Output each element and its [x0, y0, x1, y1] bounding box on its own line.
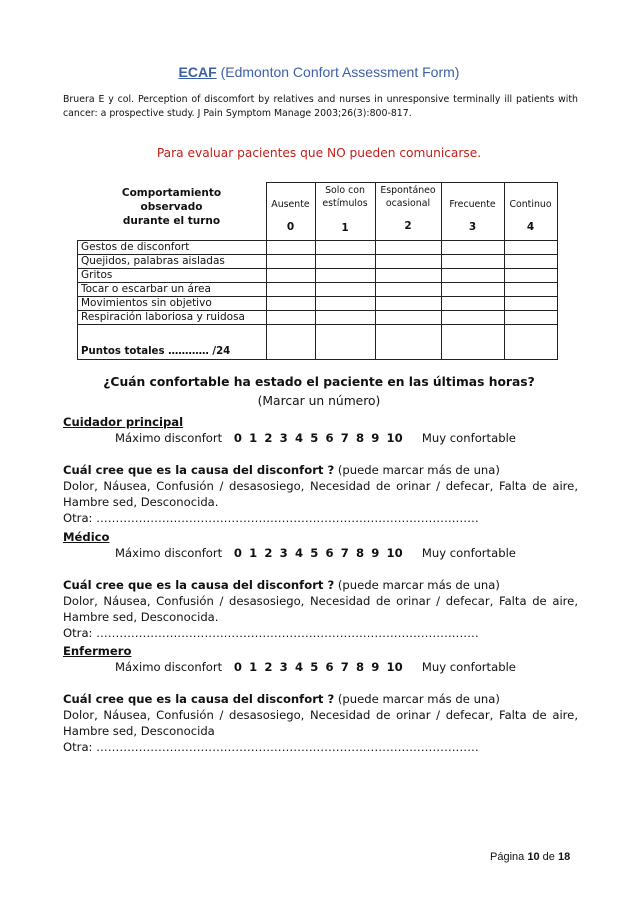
scale-number[interactable]: 0 [233, 660, 242, 674]
col-header-espontaneo-ocasional [375, 183, 441, 241]
scoring-table [77, 182, 558, 360]
score-cell[interactable] [315, 310, 375, 324]
scale-numbers [234, 660, 414, 674]
score-cell[interactable] [375, 254, 441, 268]
scale-number[interactable]: 1 [249, 431, 258, 445]
score-cell[interactable] [504, 254, 557, 268]
score-cell[interactable] [375, 310, 441, 324]
score-cell[interactable] [504, 268, 557, 282]
col-header-frecuente [441, 183, 504, 241]
score-cell[interactable] [266, 254, 315, 268]
table-row [78, 268, 558, 282]
score-cell[interactable] [315, 240, 375, 254]
scale-max-label: Muy confortable [421, 431, 516, 445]
total-row [78, 324, 558, 359]
citation: Bruera E y col. Perception of discomfort by relatives and nurses in unresponsive terminally ill patients with cancer: a prospective study. J Pain Symptom Manage 2003;26(3):800-817. [63, 94, 578, 119]
scale-number[interactable]: 4 [294, 660, 304, 674]
scale-number[interactable]: 5 [310, 431, 319, 445]
cause-question [63, 577, 578, 593]
scale-number[interactable]: 10 [386, 660, 403, 674]
scale-number[interactable]: 3 [279, 431, 288, 445]
scale-number[interactable]: 2 [264, 660, 273, 674]
score-cell[interactable] [375, 240, 441, 254]
footer-total: 18 [557, 851, 571, 863]
section-role: Médico [63, 530, 110, 544]
score-cell[interactable] [266, 310, 315, 324]
cause-options: Dolor, Náusea, Confusión / desasosiego, Necesidad de orinar / defecar, Falta de aire, Hambre sed, Desconocida. [63, 479, 578, 509]
scale-number[interactable]: 1 [249, 546, 258, 560]
section-cuidador [63, 414, 578, 526]
total-label: Puntos totales ………… /24 [78, 324, 267, 359]
scale-number[interactable]: 7 [340, 431, 349, 445]
question-instruction: (Marcar un número) [257, 394, 381, 408]
score-cell[interactable] [375, 268, 441, 282]
cause-hint: (puede marcar más de una) [337, 578, 500, 592]
scale-number[interactable]: 8 [356, 546, 365, 560]
score-cell[interactable] [315, 282, 375, 296]
score-cell[interactable] [441, 268, 504, 282]
scale-number[interactable]: 7 [340, 546, 349, 560]
scale-number[interactable]: 3 [279, 546, 288, 560]
col-header-ausente [266, 183, 315, 241]
col-header-solo-con-estimulos [315, 183, 375, 241]
score-cell[interactable] [266, 240, 315, 254]
scale-number[interactable]: 8 [356, 431, 365, 445]
footer-prefix: Página [490, 851, 525, 863]
other-field[interactable]: Otra: ……………………………………………………………………………………… [63, 626, 479, 640]
scale-number[interactable]: 0 [233, 546, 242, 560]
score-cell[interactable] [266, 296, 315, 310]
title-abbr: ECAF [178, 64, 217, 80]
total-cell[interactable] [315, 324, 375, 359]
total-cell[interactable] [266, 324, 315, 359]
cause-options: Dolor, Náusea, Confusión / desasosiego, Necesidad de orinar / defecar, Falta de aire, Hambre sed, Desconocida [63, 708, 578, 738]
score-cell[interactable] [441, 240, 504, 254]
subtitle: Para evaluar pacientes que NO pueden comunicarse. [156, 146, 482, 160]
behavior-label: Tocar o escarbar un área [78, 282, 267, 296]
score-cell[interactable] [441, 254, 504, 268]
scale-number[interactable]: 4 [294, 431, 304, 445]
comfort-scale [63, 545, 578, 561]
col-header-continuo [504, 183, 557, 241]
scale-numbers [234, 546, 414, 560]
section-medico [63, 529, 578, 641]
col-label: Frecuente [449, 199, 496, 210]
col-score: 0 [286, 220, 295, 233]
col-score: 1 [341, 222, 349, 234]
scale-number[interactable]: 1 [249, 660, 258, 674]
col-label: Solo con [325, 185, 365, 196]
scale-number[interactable]: 6 [325, 660, 334, 674]
scale-number[interactable]: 5 [310, 660, 319, 674]
total-cell[interactable] [441, 324, 504, 359]
score-cell[interactable] [441, 282, 504, 296]
table-row [78, 296, 558, 310]
score-cell[interactable] [504, 282, 557, 296]
score-cell[interactable] [441, 310, 504, 324]
col-label: ocasional [385, 197, 431, 209]
footer-page: 10 [527, 851, 540, 863]
behavior-header-line: observado [140, 200, 203, 213]
score-cell[interactable] [315, 268, 375, 282]
scale-number[interactable]: 0 [233, 431, 242, 445]
behavior-label: Quejidos, palabras aisladas [78, 254, 267, 268]
question-text: ¿Cuán confortable ha estado el paciente en las últimas horas? [103, 375, 535, 389]
section-role: Cuidador principal [63, 415, 184, 429]
comfort-scale [63, 659, 578, 675]
section-role: Enfermero [63, 644, 132, 658]
behavior-label: Gritos [78, 268, 267, 282]
scale-number[interactable]: 9 [371, 546, 380, 560]
scale-number[interactable]: 6 [325, 431, 334, 445]
behavior-label: Movimientos sin objetivo [78, 296, 267, 310]
cause-hint: (puede marcar más de una) [337, 463, 500, 477]
cause-question-text: Cuál cree que es la causa del disconfort ? [63, 463, 335, 477]
cause-question [63, 462, 578, 478]
col-score: 2 [404, 220, 412, 232]
other-field[interactable]: Otra: ……………………………………………………………………………………… [63, 511, 479, 525]
table-header-row [78, 183, 558, 241]
scale-min-label: Máximo disconfort [115, 431, 223, 445]
behavior-header-line: Comportamiento [121, 186, 222, 199]
scale-number[interactable]: 9 [371, 660, 380, 674]
scale-number[interactable]: 4 [294, 546, 304, 560]
score-cell[interactable] [315, 254, 375, 268]
score-cell[interactable] [441, 296, 504, 310]
cause-question-text: Cuál cree que es la causa del disconfort ? [63, 692, 335, 706]
col-score: 3 [468, 220, 477, 233]
cause-question-text: Cuál cree que es la causa del disconfort ? [63, 578, 335, 592]
score-cell[interactable] [375, 296, 441, 310]
title-full: (Edmonton Confort Assessment Form) [220, 64, 460, 80]
score-cell[interactable] [504, 296, 557, 310]
comfort-scale [63, 430, 578, 446]
scale-number[interactable]: 9 [371, 431, 380, 445]
other-field[interactable]: Otra: ……………………………………………………………………………………… [63, 740, 479, 754]
scale-number[interactable]: 10 [386, 431, 403, 445]
scale-number[interactable]: 2 [264, 431, 273, 445]
behavior-label: Gestos de disconfort [78, 240, 267, 254]
scale-number[interactable]: 3 [279, 660, 288, 674]
score-cell[interactable] [266, 268, 315, 282]
scale-number[interactable]: 6 [325, 546, 334, 560]
behavior-header-line: durante el turno [122, 214, 221, 227]
behavior-header [78, 183, 267, 241]
scale-number[interactable]: 7 [340, 660, 349, 674]
scale-number[interactable]: 8 [356, 660, 365, 674]
scale-max-label: Muy confortable [421, 660, 516, 674]
total-cell[interactable] [504, 324, 557, 359]
table-row [78, 240, 558, 254]
scale-number[interactable]: 2 [264, 546, 273, 560]
section-enfermero [63, 643, 578, 755]
table-row [78, 310, 558, 324]
footer-sep: de [542, 851, 555, 863]
scale-number[interactable]: 10 [386, 546, 403, 560]
total-cell[interactable] [375, 324, 441, 359]
col-score: 4 [526, 220, 535, 233]
col-label: Continuo [509, 199, 552, 210]
col-label: Espontáneo [380, 185, 436, 196]
score-cell[interactable] [315, 296, 375, 310]
col-label: Ausente [271, 199, 310, 210]
scale-number[interactable]: 5 [310, 546, 319, 560]
col-label: estímulos [322, 197, 368, 209]
behavior-label: Respiración laboriosa y ruidosa [78, 310, 267, 324]
score-cell[interactable] [375, 282, 441, 296]
cause-hint: (puede marcar más de una) [337, 692, 500, 706]
score-cell[interactable] [266, 282, 315, 296]
scale-numbers [234, 431, 414, 445]
cause-options: Dolor, Náusea, Confusión / desasosiego, Necesidad de orinar / defecar, Falta de aire, Hambre sed, Desconocida. [63, 594, 578, 624]
scale-min-label: Máximo disconfort [115, 660, 223, 674]
comfort-question [0, 373, 638, 411]
cause-question [63, 691, 578, 707]
table-row [78, 282, 558, 296]
scale-min-label: Máximo disconfort [115, 546, 223, 560]
table-row [78, 254, 558, 268]
document-title [0, 64, 638, 80]
scale-max-label: Muy confortable [421, 546, 516, 560]
score-cell[interactable] [504, 240, 557, 254]
score-cell[interactable] [504, 310, 557, 324]
page-footer [490, 851, 570, 863]
